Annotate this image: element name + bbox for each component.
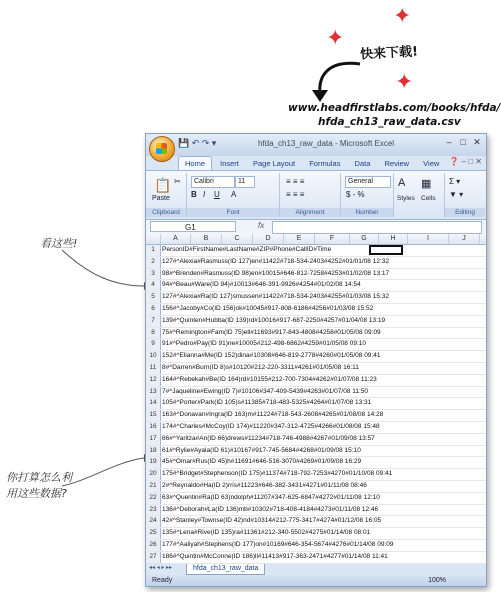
row-number[interactable]: 4 [146,280,161,291]
group-label-alignment: Alignment [280,208,340,217]
selected-cell-g1[interactable] [369,245,403,255]
row-number[interactable]: 18 [146,446,161,457]
row-number[interactable]: 2 [146,257,161,268]
styles-icon[interactable]: A [398,177,406,189]
sheet-nav-arrows-icon[interactable]: ◂◂ ◂ ▸ ▸▸ [149,565,173,571]
cell-a[interactable]: 63#^Quentin#Ra(ID 63)ndolph#11207#347-625-6847#4272#01/11/08 12:10 [162,493,380,501]
formula-input[interactable] [272,221,482,234]
row-number[interactable]: 24 [146,516,161,527]
column-headers [146,234,486,245]
tab-review[interactable]: Review [384,159,410,168]
curved-arrow-icon [300,56,370,104]
window-controls [442,137,484,148]
sheet-tab[interactable]: hfda_ch13_raw_data [186,564,265,575]
paste-icon[interactable]: 📋 [154,177,172,193]
excel-window [145,133,487,587]
table-row[interactable] [146,457,486,469]
row-number[interactable]: 16 [146,422,161,433]
office-logo-icon [156,143,167,154]
group-alignment [280,173,341,217]
table-row[interactable] [146,481,486,493]
cell-a[interactable]: 156#^Jacoby#Co(ID 156)ok#10045#917-808-6186#4256#01/03/08 15:52 [162,304,374,312]
cell-a[interactable]: 94#^Beau#Ware(ID 94)#10013#646-391-9926#4254#01/02/08 14:54 [162,281,361,289]
table-row[interactable] [146,410,486,422]
arrow-to-data-icon [60,450,150,490]
row-number[interactable]: 10 [146,351,161,362]
table-row[interactable] [146,304,486,316]
table-row[interactable] [146,269,486,281]
row-number[interactable]: 19 [146,457,161,468]
note-look-at-these: 看这些! [40,237,78,250]
font-color-icon[interactable]: A [231,190,237,199]
group-number [341,173,394,217]
note-line-1: 你打算怎么利 [6,471,72,484]
cut-icon[interactable]: ✂ [174,177,181,186]
group-label-number: Number [341,208,393,217]
column-header[interactable]: I [408,234,449,244]
table-row[interactable] [146,375,486,387]
close-icon[interactable]: ✕ [473,137,481,147]
window-title: hfda_ch13_raw_data - Microsoft Excel [258,139,395,148]
row-number[interactable]: 5 [146,292,161,303]
cell-a[interactable]: 175#^Bridget#Stephenson(ID 175)#11374#718-792-7253#4270#01/10/08 09:41 [162,470,393,478]
ribbon-tabs [146,156,486,170]
table-row[interactable] [146,292,486,304]
tab-data[interactable]: Data [354,159,371,168]
quick-access-toolbar[interactable]: 💾 ↶ ↷ ▾ [178,138,217,148]
table-row[interactable] [146,469,486,481]
cells-icon[interactable]: ▦ [421,178,432,190]
name-box[interactable]: G1 [150,221,236,232]
row-number[interactable]: 12 [146,375,161,386]
group-styles-cells [394,173,445,217]
row-number[interactable]: 8 [146,328,161,339]
cell-a[interactable]: 66#^Yaritza#An(ID 66)drews#11234#718-746-4988#4267#01/09/08 13:57 [162,434,375,442]
table-row[interactable] [146,493,486,505]
note-line-2: 用这些数据? [6,487,67,500]
cell-a[interactable]: 45#^Omar#Rus(ID 45)h#11691#646-516-3070#4269#01/09/08 16:29 [162,458,362,466]
cell-a[interactable]: 7#^Jaqueline#Ewing(ID 7)#10106#347-409-5439#4263#01/07/08 11:50 [162,387,369,395]
office-button[interactable] [149,136,175,162]
cell-a[interactable]: 135#^Lena#Rive(ID 135)ra#11361#212-340-5502#4275#01/14/08 08:01 [162,529,371,537]
row-number[interactable]: 6 [146,304,161,315]
font-name-select[interactable]: Calibri [191,176,235,188]
minimize-icon[interactable]: – [446,137,452,147]
table-row[interactable] [146,528,486,540]
table-row[interactable] [146,387,486,399]
italic-button[interactable]: I [203,190,206,199]
table-row[interactable] [146,552,486,564]
table-row[interactable] [146,316,486,328]
align-center-icon[interactable]: ≡ ≡ ≡ [286,190,305,199]
star-decoration-2: ✦ [326,26,345,51]
column-header[interactable]: F [315,234,350,244]
table-row[interactable] [146,398,486,410]
row-number[interactable]: 13 [146,387,161,398]
zoom-level[interactable]: 100% [428,577,446,584]
align-top-icon[interactable]: ≡ ≡ ≡ [286,177,305,186]
group-font [187,173,280,217]
cell-a[interactable]: 2#^Reynaldo#Ha(ID 2)rris#11223#646-382-3431#4271#01/11/08 08:46 [162,481,367,489]
arrow-to-rows-icon [60,246,150,296]
row-number[interactable]: 23 [146,505,161,516]
cell-a[interactable]: 152#^Elianna#Me(ID 152)dina#10308#646-819-2778#4260#01/05/08 09:41 [162,352,381,360]
sheet-tab-bar [146,564,486,575]
row-number[interactable]: 25 [146,528,161,539]
cell-a[interactable]: 42#^Stanley#Townse(ID 42)nd#10314#212-775-3417#4274#01/12/08 16:05 [162,517,382,525]
star-decoration-1: ✦ [393,4,412,29]
tab-page-layout[interactable]: Page Layout [252,159,296,168]
title-bar [146,134,486,156]
corner-cell[interactable] [146,234,161,244]
table-row[interactable] [146,245,486,257]
cell-a[interactable]: 75#^Remington#Fam(ID 75)ell#11693#917-843-4808#4258#01/05/08 09:09 [162,328,381,336]
tab-view[interactable]: View [423,159,440,168]
cell-a[interactable]: 136#^Deborah#La(ID 136)mb#10302#718-408-4184#4273#01/11/08 12:46 [162,505,379,513]
table-row[interactable] [146,516,486,528]
column-header[interactable]: A [161,234,191,244]
table-row[interactable] [146,422,486,434]
column-header[interactable]: J [449,234,480,244]
status-text: Ready [152,577,173,584]
group-label-editing: Editing [445,208,485,217]
fx-icon[interactable]: fx [258,221,265,230]
cell-a[interactable]: 98#^Brenden#Rasmuss(ID 98)en#10015#646-812-7258#4253#01/02/08 13:17 [162,269,390,277]
bold-button[interactable]: B [191,190,197,199]
row-number[interactable]: 11 [146,363,161,374]
table-row[interactable] [146,446,486,458]
cell-a[interactable]: 8#^Darren#Burn(ID 8)s#10120#212-220-3311#4261#01/05/08 16:11 [162,363,359,371]
paste-button[interactable]: Paste [152,195,170,202]
row-number[interactable]: 7 [146,316,161,327]
row-number[interactable]: 27 [146,552,161,563]
cell-a[interactable]: 91#^Pedro#Pay(ID 91)ne#10005#212-498-6862#4259#01/05/08 09:10 [162,340,366,348]
cell-a[interactable]: 177#^Aaliyah#Stephens(ID 177)on#10169#646-354-5674#4276#01/14/08 09:09 [162,540,394,548]
status-bar [146,575,486,586]
column-header[interactable]: E [284,234,315,244]
cell-a[interactable]: 127#^Alexia#Ra(ID 127)smussen#11422#718-534-2403#4255#01/03/08 15:32 [162,293,389,301]
fill-icon[interactable]: ▼ ▾ [449,190,464,199]
table-row[interactable] [146,505,486,517]
ribbon-help-controls[interactable]: ❓ – □ ✕ [449,157,482,166]
font-size-select[interactable]: 11 [235,176,255,188]
cell-a[interactable]: PersonID#FirstName#LastName#ZIP#Phone#CallID#Time [162,246,332,253]
row-number[interactable]: 22 [146,493,161,504]
group-editing [445,173,485,217]
table-row[interactable] [146,280,486,292]
group-clipboard [146,173,187,217]
row-number[interactable]: 14 [146,398,161,409]
number-format-select[interactable]: General [345,176,391,188]
star-decoration-3: ✦ [395,70,414,95]
worksheet-grid[interactable] [146,234,486,564]
download-url-line1[interactable]: www.headfirstlabs.com/books/hfda/ [288,102,501,114]
table-row[interactable] [146,339,486,351]
download-url-line2[interactable]: hfda_ch13_raw_data.csv [318,116,461,128]
rows-container [146,245,486,564]
row-number[interactable]: 1 [146,245,161,256]
cell-a[interactable]: 164#^Rebekah#Be(ID 164)rd#10155#212-700-7304#4262#01/07/08 11:23 [162,375,377,383]
row-number[interactable]: 20 [146,469,161,480]
download-callout-title: 快来下载! [359,44,419,63]
column-header[interactable]: G [350,234,379,244]
underline-button[interactable]: U [214,190,220,199]
column-header[interactable]: C [222,234,253,244]
group-label-clipboard: Clipboard [146,208,186,217]
column-header[interactable]: D [253,234,284,244]
styles-button[interactable]: Styles [397,195,415,202]
column-header[interactable]: H [379,234,408,244]
column-header[interactable]: B [191,234,222,244]
cell-a[interactable]: 127#^Alexia#Rasmuss(ID 127)en#11422#718-534-2403#4252#01/01/08 12:32 [162,257,389,265]
cell-a[interactable]: 139#^Quinten#Hubba(ID 139)rd#10016#917-687-2250#4257#01/04/08 13:19 [162,316,386,324]
cell-a[interactable]: 186#^Quintin#McConne(ID 186)ll#11413#917-363-2471#4277#01/14/08 11:41 [162,552,388,560]
table-row[interactable] [146,363,486,375]
cell-a[interactable]: 105#^Porter#Park(ID 105)s#11385#718-483-5325#4264#01/07/08 13:31 [162,399,372,407]
cell-a[interactable]: 61#^Rylie#Ayala(ID 61)#10167#917-745-5684#4268#01/09/08 15:10 [162,446,361,454]
row-number[interactable]: 9 [146,339,161,350]
row-number[interactable]: 15 [146,410,161,421]
table-row[interactable] [146,540,486,552]
cell-a[interactable]: 174#^Charles#McCoy(ID 174)#11220#347-312-4725#4266#01/08/08 15:48 [162,422,380,430]
row-number[interactable]: 21 [146,481,161,492]
tab-formulas[interactable]: Formulas [309,159,341,168]
formula-bar [146,220,486,235]
cells-button[interactable]: Cells [421,195,436,202]
maximize-icon[interactable]: □ [460,137,466,147]
row-number[interactable]: 26 [146,540,161,551]
table-row[interactable] [146,257,486,269]
group-label-font: Font [187,208,279,217]
currency-icon[interactable]: $ - % [346,190,365,199]
row-number[interactable]: 17 [146,434,161,445]
table-row[interactable] [146,351,486,363]
table-row[interactable] [146,434,486,446]
tab-home[interactable]: Home [178,156,212,171]
table-row[interactable] [146,328,486,340]
tab-insert[interactable]: Insert [220,159,239,168]
autosum-icon[interactable]: Σ ▾ [449,177,461,186]
ribbon [146,170,486,220]
row-number[interactable]: 3 [146,269,161,280]
cell-a[interactable]: 163#^Donavan#Ingra(ID 163)m#11224#718-543-2608#4265#01/08/08 14:28 [162,411,384,419]
